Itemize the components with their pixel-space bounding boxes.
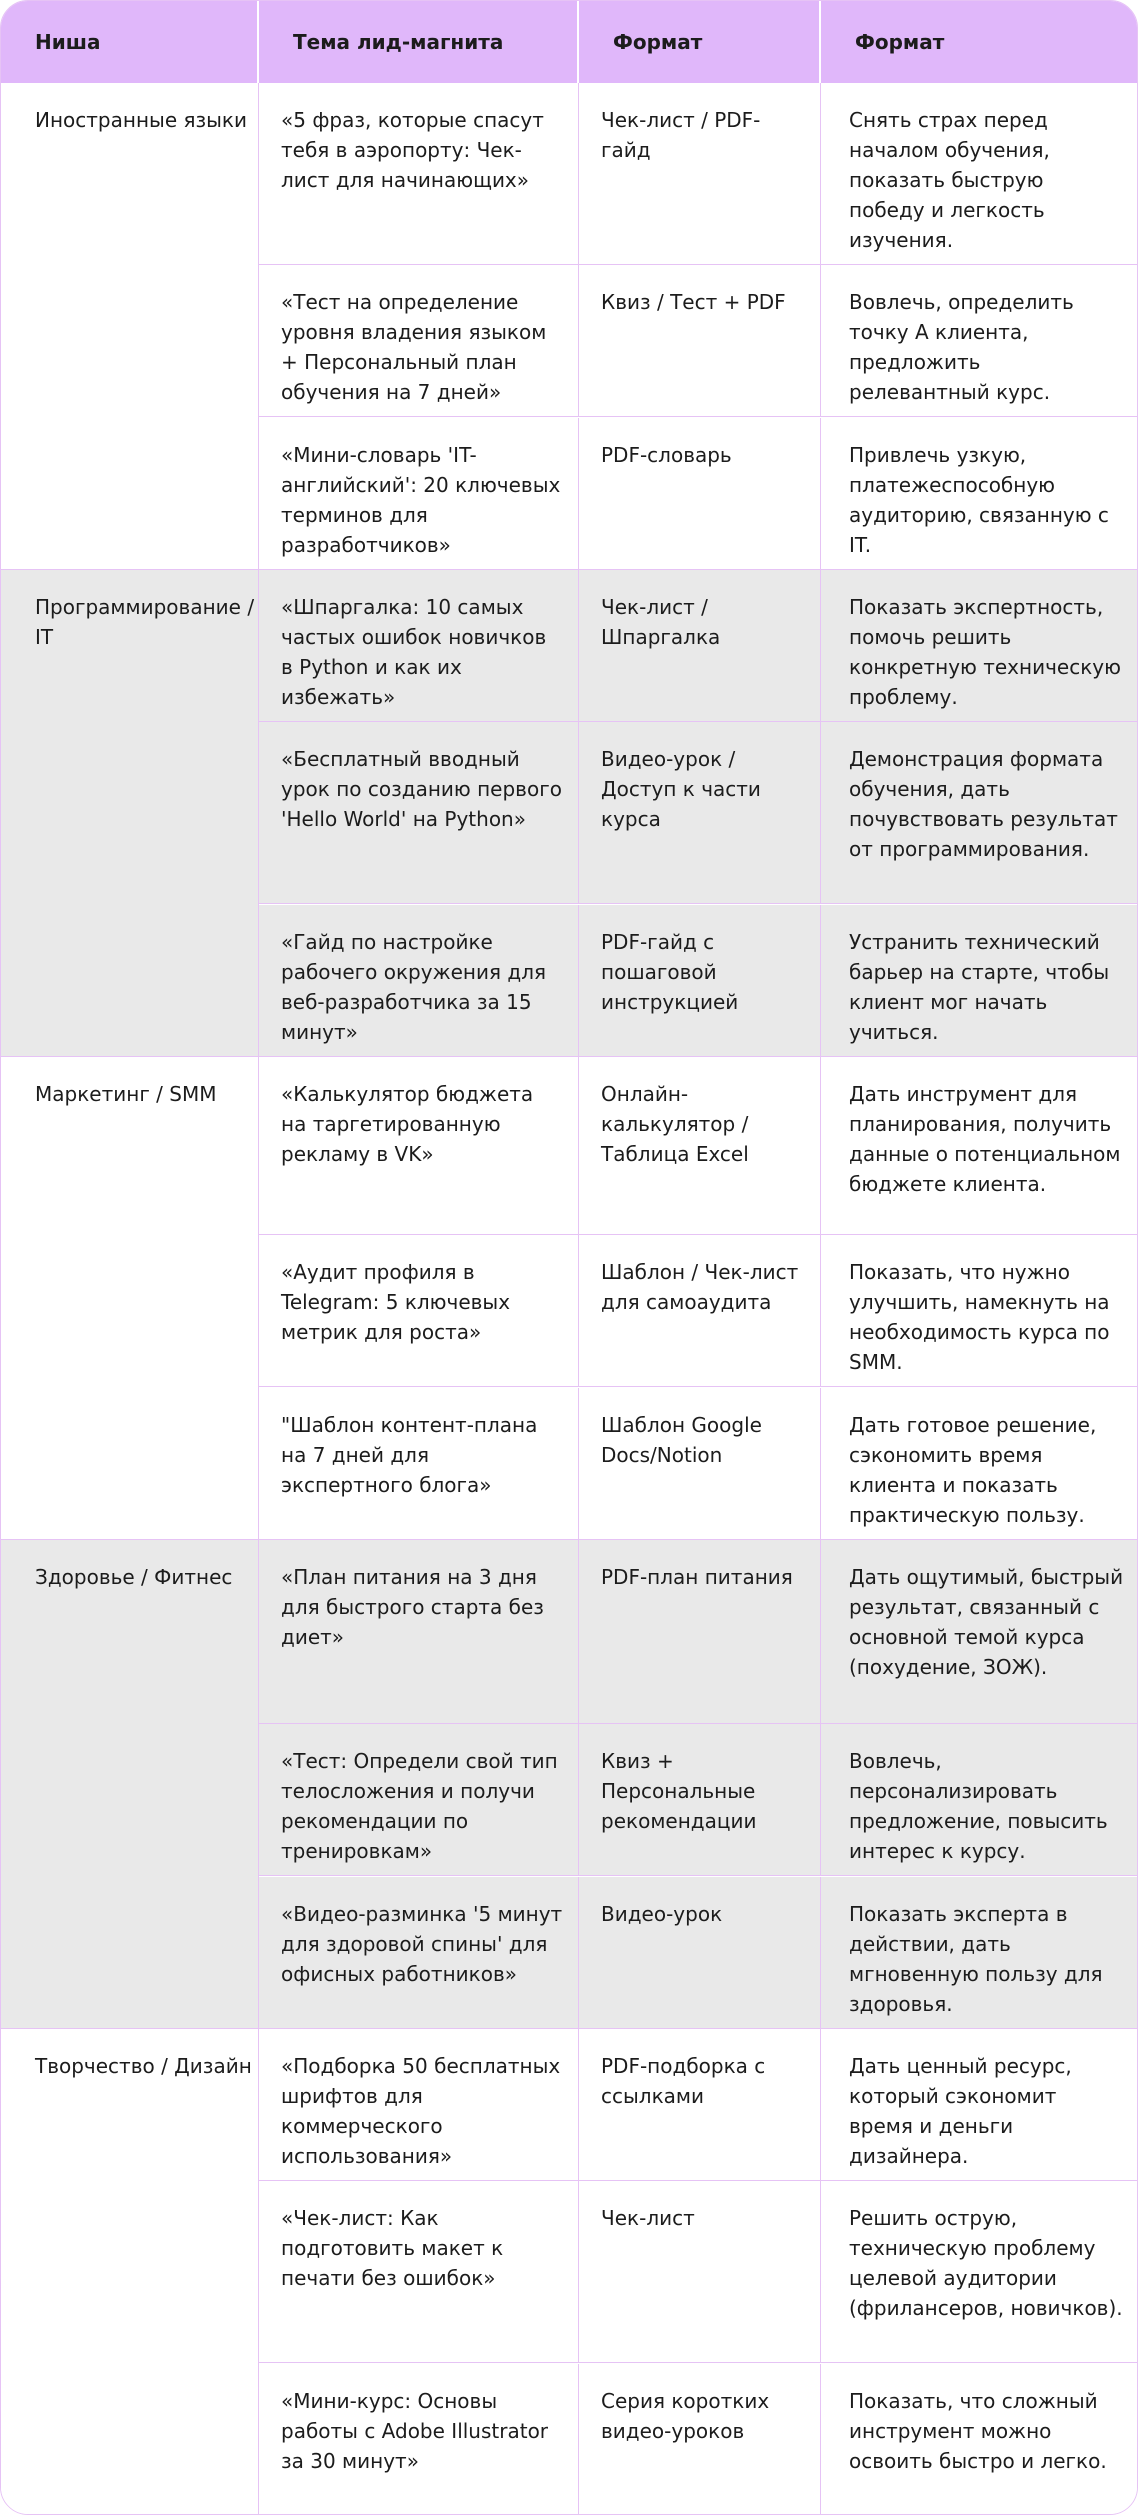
topic-cell: «Аудит профиля в Telegram: 5 ключевых метрик для роста» <box>259 1235 579 1387</box>
purpose-cell: Показать, что сложный инструмент можно освоить быстро и легко. <box>821 2364 1138 2514</box>
topic-cell: «Видео-разминка '5 минут для здоровой спины' для офисных работников» <box>259 1877 579 2029</box>
purpose-cell: Дать ценный ресурс, который сэкономит время и деньги дизайнера. <box>821 2029 1138 2181</box>
purpose-cell: Дать инструмент для планирования, получить данные о потенциальном бюджете клиента. <box>821 1057 1138 1235</box>
niche-cell: Творчество / Дизайн <box>1 2029 259 2514</box>
format-cell: Чек-лист <box>579 2181 821 2363</box>
niche-cell: Маркетинг / SMM <box>1 1057 259 1540</box>
format-cell: Чек-лист / Шпаргалка <box>579 570 821 722</box>
niche-cell: Программирование / IT <box>1 570 259 1057</box>
header-format: Формат <box>579 1 821 83</box>
niche-cell: Здоровье / Фитнес <box>1 1540 259 2029</box>
format-cell: Видео-урок <box>579 1877 821 2029</box>
format-cell: Чек-лист / PDF-гайд <box>579 83 821 265</box>
header-topic: Тема лид-магнита <box>259 1 579 83</box>
format-cell: Шаблон / Чек-лист для самоаудита <box>579 1235 821 1387</box>
format-cell: PDF-словарь <box>579 418 821 570</box>
topic-cell: «Мини-словарь 'IT-английский': 20 ключевых терминов для разработчиков» <box>259 418 579 570</box>
topic-cell: «Тест на определение уровня владения языком + Персональный план обучения на 7 дней» <box>259 265 579 417</box>
topic-cell: «Чек-лист: Как подготовить макет к печати без ошибок» <box>259 2181 579 2363</box>
topic-cell: "Шаблон контент-плана на 7 дней для экспертного блога» <box>259 1388 579 1540</box>
topic-cell: «Бесплатный вводный урок по созданию первого 'Hello World' на Python» <box>259 722 579 904</box>
format-cell: Видео-урок / Доступ к части курса <box>579 722 821 904</box>
topic-cell: «Тест: Определи свой тип телосложения и получи рекомендации по тренировкам» <box>259 1724 579 1876</box>
purpose-cell: Демонстрация формата обучения, дать почувствовать результат от программирования. <box>821 722 1138 904</box>
purpose-cell: Показать эксперта в действии, дать мгновенную пользу для здоровья. <box>821 1877 1138 2029</box>
topic-cell: «Гайд по настройке рабочего окружения для веб-разработчика за 15 минут» <box>259 905 579 1057</box>
format-cell: Серия коротких видео-уроков <box>579 2364 821 2514</box>
purpose-cell: Устранить технический барьер на старте, чтобы клиент мог начать учиться. <box>821 905 1138 1057</box>
format-cell: PDF-подборка с ссылками <box>579 2029 821 2181</box>
format-cell: Онлайн-калькулятор / Таблица Excel <box>579 1057 821 1235</box>
purpose-cell: Дать готовое решение, сэкономить время клиента и показать практическую пользу. <box>821 1388 1138 1540</box>
header-purpose: Формат <box>821 1 1138 83</box>
niche-cell: Иностранные языки <box>1 83 259 570</box>
topic-cell: «5 фраз, которые спасут тебя в аэропорту: Чек-лист для начинающих» <box>259 83 579 265</box>
purpose-cell: Решить острую, техническую проблему целевой аудитории (фрилансеров, новичков). <box>821 2181 1138 2363</box>
purpose-cell: Вовлечь, определить точку А клиента, предложить релевантный курс. <box>821 265 1138 417</box>
format-cell: PDF-гайд с пошаговой инструкцией <box>579 905 821 1057</box>
purpose-cell: Показать, что нужно улучшить, намекнуть на необходимость курса по SMM. <box>821 1235 1138 1387</box>
topic-cell: «Шпаргалка: 10 самых частых ошибок новичков в Python и как их избежать» <box>259 570 579 722</box>
format-cell: Квиз + Персональные рекомендации <box>579 1724 821 1876</box>
topic-cell: «Калькулятор бюджета на таргетированную рекламу в VK» <box>259 1057 579 1235</box>
header-niche: Ниша <box>1 1 259 83</box>
format-cell: PDF-план питания <box>579 1540 821 1724</box>
purpose-cell: Дать ощутимый, быстрый результат, связанный с основной темой курса (похудение, ЗОЖ). <box>821 1540 1138 1724</box>
topic-cell: «План питания на 3 дня для быстрого старта без диет» <box>259 1540 579 1724</box>
format-cell: Шаблон Google Docs/Notion <box>579 1388 821 1540</box>
purpose-cell: Показать экспертность, помочь решить конкретную техническую проблему. <box>821 570 1138 722</box>
topic-cell: «Подборка 50 бесплатных шрифтов для коммерческого использования» <box>259 2029 579 2181</box>
format-cell: Квиз / Тест + PDF <box>579 265 821 417</box>
purpose-cell: Вовлечь, персонализировать предложение, повысить интерес к курсу. <box>821 1724 1138 1876</box>
purpose-cell: Привлечь узкую, платежеспособную аудиторию, связанную с IT. <box>821 418 1138 570</box>
purpose-cell: Снять страх перед началом обучения, показать быструю победу и легкость изучения. <box>821 83 1138 265</box>
topic-cell: «Мини-курс: Основы работы с Adobe Illustrator за 30 минут» <box>259 2364 579 2514</box>
